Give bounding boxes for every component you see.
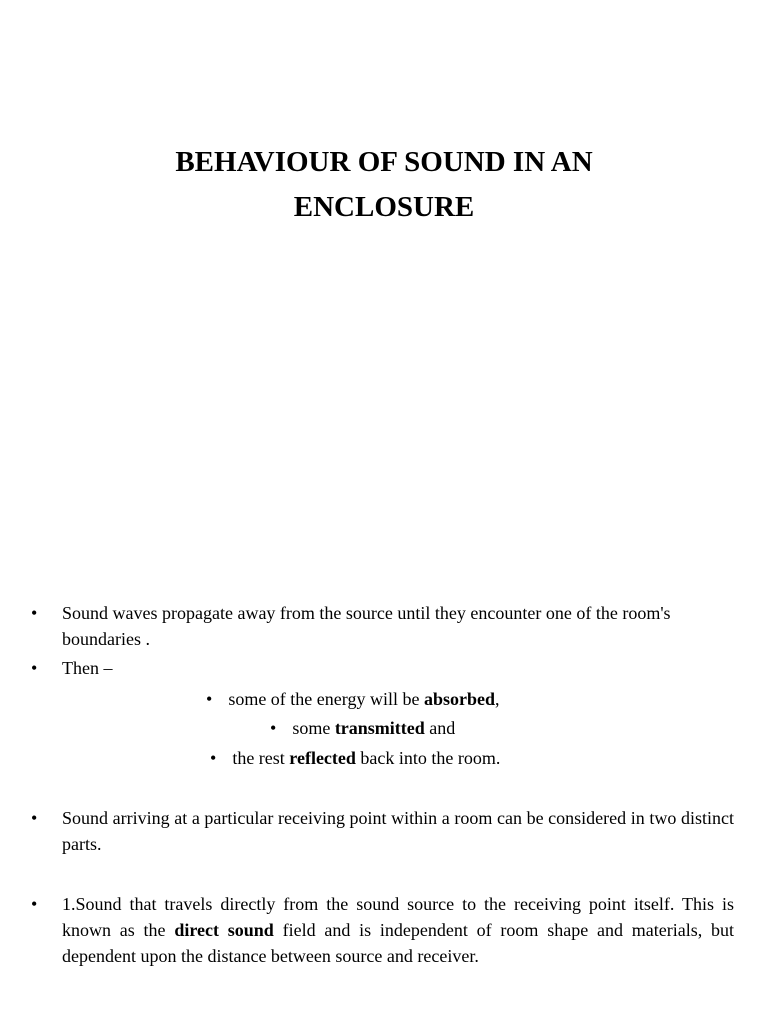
bullet-marker: •	[31, 894, 38, 914]
bullet-direct	[0, 891, 768, 969]
absorbed-pre: some of the energy will be	[228, 689, 424, 709]
bullet-marker: •	[210, 748, 217, 768]
reflected-post: back into the room.	[355, 748, 501, 768]
bullet-marker: •	[206, 689, 213, 709]
reflected-pre: the rest	[232, 748, 290, 768]
bullet-arriving	[0, 805, 768, 857]
bullet-propagate	[0, 600, 768, 652]
direct-pre: 1.Sound that travels directly from the sound source to the receiving point itself. This is known as the	[62, 894, 734, 940]
bullet-text-then: Then –	[62, 658, 113, 678]
absorbed-bold: absorbed	[423, 689, 495, 709]
transmitted-pre: some	[292, 718, 335, 738]
absorbed-post: ,	[494, 689, 500, 709]
reflected-bold: reflected	[289, 748, 356, 768]
title-line-2: ENCLOSURE	[293, 191, 475, 223]
bullet-text-arriving: Sound arriving at a particular receiving point within a room can be considered in two distinct parts.	[62, 808, 734, 854]
bullet-text-propagate: Sound waves propagate away from the source until they encounter one of the room's boundaries .	[62, 603, 671, 649]
bullet-marker: •	[270, 718, 277, 738]
direct-bold: direct sound	[174, 920, 274, 940]
transmitted-bold: transmitted	[334, 718, 425, 738]
bullet-then	[0, 655, 768, 681]
bullet-marker: •	[31, 603, 38, 623]
bullet-marker: •	[31, 808, 38, 828]
bullet-marker: •	[31, 658, 38, 678]
sub-bullet-transmitted	[270, 715, 455, 741]
page-title	[0, 140, 768, 230]
direct-post: field and is independent of room shape and materials, but dependent upon the distance between source and receiver.	[62, 920, 734, 966]
sub-bullet-absorbed	[206, 686, 499, 712]
sub-bullet-reflected	[210, 745, 500, 771]
bullet-content	[0, 600, 768, 966]
transmitted-post: and	[424, 718, 456, 738]
title-line-1: BEHAVIOUR OF SOUND IN AN	[175, 146, 593, 178]
